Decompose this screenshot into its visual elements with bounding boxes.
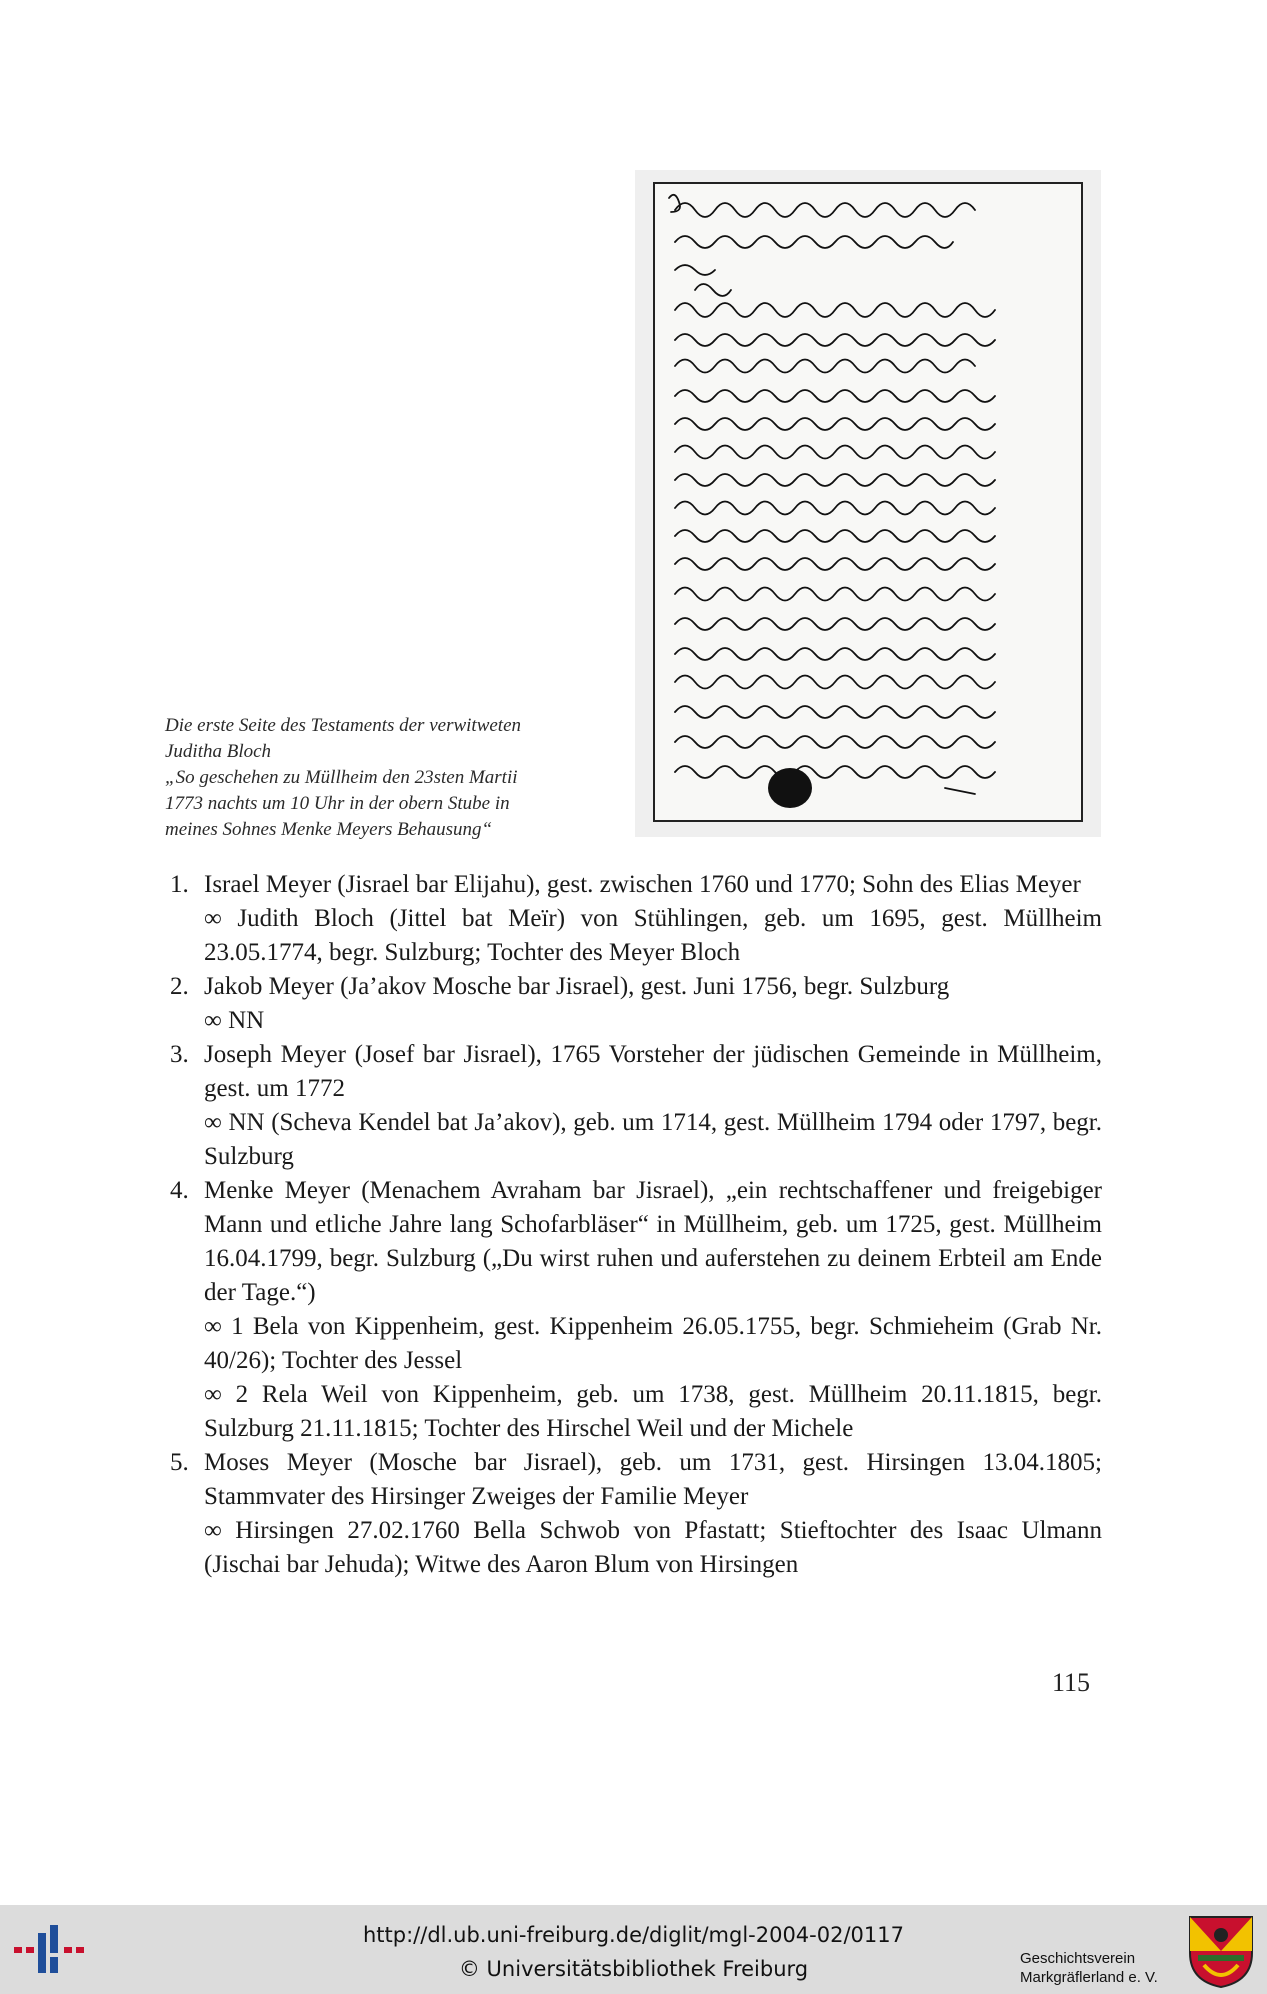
list-item xyxy=(170,970,1102,1038)
caption-line: 1773 nachts um 10 Uhr in der obern Stube in xyxy=(165,793,510,814)
viewer-footer xyxy=(0,1905,1267,1994)
list-item xyxy=(170,1038,1102,1174)
wax-seal-mark xyxy=(768,768,812,808)
page-number: 115 xyxy=(1052,1668,1091,1697)
entry-text: Joseph Meyer (Josef bar Jisrael), 1765 Vorsteher der jüdischen Gemeinde in Müllheim, gest. um 1772 xyxy=(204,1041,1102,1102)
caption-line: „So geschehen zu Müllheim den 23sten Martii xyxy=(165,767,518,788)
marriage-text: ∞ NN xyxy=(204,1007,265,1034)
caption-line: Juditha Bloch xyxy=(165,741,272,762)
entry-number: 2. xyxy=(170,973,189,1000)
entry-number: 5. xyxy=(170,1449,189,1476)
caption-line: Die erste Seite des Testaments der verwitweten xyxy=(165,715,522,736)
marriage-text: ∞ NN (Scheva Kendel bat Ja’akov), geb. um 1714, gest. Müllheim 1794 oder 1797, begr. Sulzburg xyxy=(204,1109,1102,1170)
genealogy-list xyxy=(170,868,1102,1582)
marriage-text: ∞ Hirsingen 27.02.1760 Bella Schwob von Pfastatt; Stieftochter des Isaac Ulmann (Jischai bar Jehuda); Witwe des Aaron Blum von Hirsingen xyxy=(204,1517,1102,1578)
entry-number: 4. xyxy=(170,1177,189,1204)
manuscript-image xyxy=(635,170,1101,837)
handwriting-scribbles xyxy=(635,170,1101,837)
coat-of-arms-icon xyxy=(1188,1915,1254,1993)
figure-caption xyxy=(165,713,605,843)
entry-number: 1. xyxy=(170,871,189,898)
entry-text: Israel Meyer (Jisrael bar Elijahu), gest. zwischen 1760 und 1770; Sohn des Elias Meyer xyxy=(204,871,1081,898)
caption-line: meines Sohnes Menke Meyers Behausung“ xyxy=(165,819,493,840)
society-line: Markgräflerland e. V. xyxy=(1020,1969,1158,1986)
list-item xyxy=(170,1174,1102,1446)
copyright-text: © Universitätsbibliothek Freiburg xyxy=(458,1957,809,1981)
marriage-text: ∞ Judith Bloch (Jittel bat Meïr) von Stühlingen, geb. um 1695, gest. Müllheim 23.05.1774, begr. Sulzburg; Tochter des Meyer Bloch xyxy=(204,905,1102,966)
entry-number: 3. xyxy=(170,1041,189,1068)
entry-text: Jakob Meyer (Ja’akov Mosche bar Jisrael), gest. Juni 1756, begr. Sulzburg xyxy=(204,973,950,1000)
document-url-link[interactable]: http://dl.ub.uni-freiburg.de/diglit/mgl-2004-02/0117 xyxy=(362,1923,904,1947)
marriage-text: ∞ 1 Bela von Kippenheim, gest. Kippenheim 26.05.1755, begr. Schmieheim (Grab Nr. 40/26); Tochter des Jessel xyxy=(204,1313,1102,1374)
entry-text: Menke Meyer (Menachem Avraham bar Jisrael), „ein rechtschaffener und freigebiger Mann und etliche Jahre lang Schofarbläser“ in Müllheim, geb. um 1725, gest. Müllheim 16.04.1799, begr. Sulzburg („Du wirst ruhen und auferstehen zu deinem Erbteil am Ende der Tage.“) xyxy=(204,1177,1102,1306)
society-line: Geschichtsverein xyxy=(1020,1950,1136,1967)
society-name xyxy=(1020,1949,1180,1987)
list-item xyxy=(170,868,1102,970)
list-item xyxy=(170,1446,1102,1582)
marriage-text: ∞ 2 Rela Weil von Kippenheim, geb. um 1738, gest. Müllheim 20.11.1815, begr. Sulzburg 21.11.1815; Tochter des Hirschel Weil und der Michele xyxy=(204,1381,1102,1442)
entry-text: Moses Meyer (Mosche bar Jisrael), geb. um 1731, gest. Hirsingen 13.04.1805; Stammvater des Hirsinger Zweiges der Familie Meyer xyxy=(204,1449,1102,1510)
